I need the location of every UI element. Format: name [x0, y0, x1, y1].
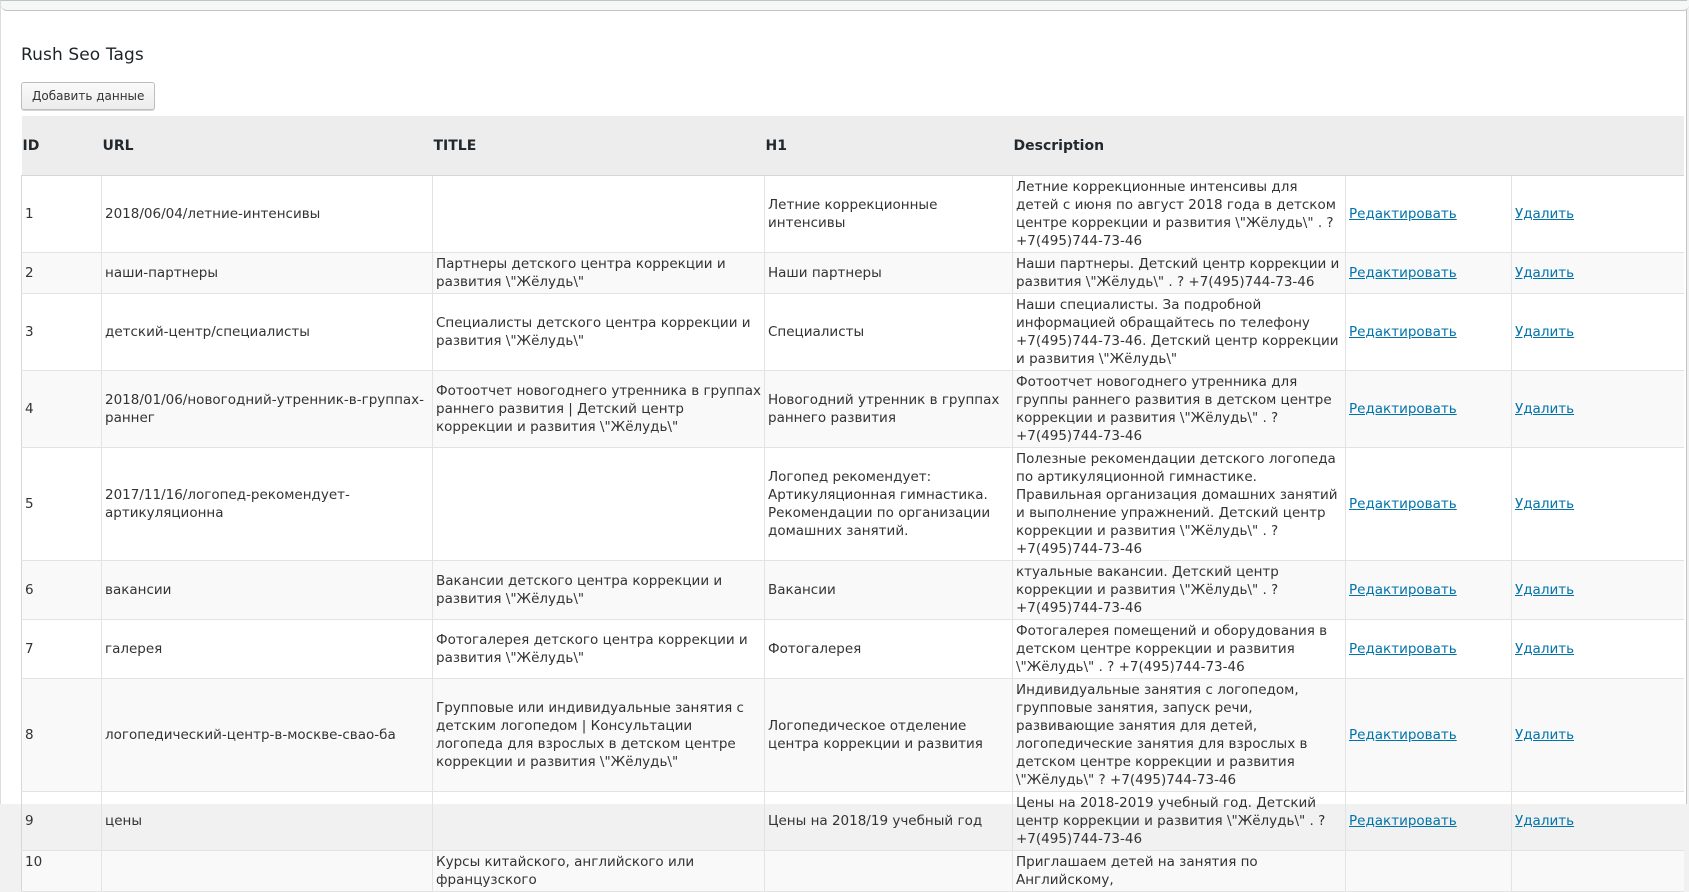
cell-url: 2017/11/16/логопед-рекомендует-артикуляционна	[102, 448, 433, 561]
edit-link[interactable]: Редактировать	[1349, 206, 1457, 222]
delete-link[interactable]: Удалить	[1515, 813, 1575, 829]
delete-link[interactable]: Удалить	[1515, 265, 1575, 281]
cell-url: логопедический-центр-в-москве-свао-ба	[102, 679, 433, 792]
cell-title: Фотогалерея детского центра коррекции и развития \"Жёлудь\"	[433, 620, 765, 679]
header-edit	[1346, 116, 1512, 176]
cell-delete	[1512, 294, 1684, 371]
cell-title	[433, 792, 765, 851]
edit-link[interactable]: Редактировать	[1349, 813, 1457, 829]
cell-title: Вакансии детского центра коррекции и развития \"Жёлудь\"	[433, 561, 765, 620]
panel-top-edge	[1, 1, 1689, 11]
delete-link[interactable]: Удалить	[1515, 324, 1575, 340]
cell-h1: Наши партнеры	[765, 253, 1013, 294]
cell-description: Цены на 2018-2019 учебный год. Детский центр коррекции и развития \"Жёлудь\" . ? +7(495)744-73-46	[1013, 792, 1346, 851]
cell-description: Фотогалерея помещений и оборудования в детском центре коррекции и развития \"Жёлудь\" . ? +7(495)744-73-46	[1013, 620, 1346, 679]
delete-link[interactable]: Удалить	[1515, 641, 1575, 657]
cell-h1	[765, 851, 1013, 892]
cell-title: Фотоотчет новогоднего утренника в группах раннего развития | Детский центр коррекции и развития \"Жёлудь\"	[433, 371, 765, 448]
cell-title	[433, 448, 765, 561]
add-data-button[interactable]: Добавить данные	[21, 82, 155, 110]
edit-link[interactable]: Редактировать	[1349, 496, 1457, 512]
cell-id: 4	[22, 371, 102, 448]
cell-url: галерея	[102, 620, 433, 679]
cell-delete	[1512, 371, 1684, 448]
cell-description: Фотоотчет новогоднего утренника для группы раннего развития в детском центре коррекции и развития \"Жёлудь\" . ? +7(495)744-73-46	[1013, 371, 1346, 448]
cell-delete	[1512, 792, 1684, 851]
table-row	[22, 851, 1684, 892]
header-id: ID	[22, 116, 102, 176]
cell-delete	[1512, 679, 1684, 792]
delete-link[interactable]: Удалить	[1515, 582, 1575, 598]
cell-id: 3	[22, 294, 102, 371]
cell-title: Специалисты детского центра коррекции и развития \"Жёлудь\"	[433, 294, 765, 371]
cell-edit	[1346, 679, 1512, 792]
table-row	[22, 792, 1684, 851]
cell-id: 10	[22, 851, 102, 892]
cell-title: Курсы китайского, английского или французского	[433, 851, 765, 892]
cell-description: Индивидуальные занятия с логопедом, групповые занятия, запуск речи, развивающие занятия для детей, логопедические занятия для взрослых в детском центре коррекции и развития \"Жёлудь\" ? +7(495)744-73-46	[1013, 679, 1346, 792]
table-row	[22, 620, 1684, 679]
cell-edit	[1346, 792, 1512, 851]
cell-delete	[1512, 253, 1684, 294]
delete-link[interactable]: Удалить	[1515, 496, 1575, 512]
seo-tags-table-wrap	[21, 116, 1683, 892]
cell-id: 6	[22, 561, 102, 620]
cell-edit	[1346, 851, 1512, 892]
cell-h1: Логопед рекомендует: Артикуляционная гимнастика. Рекомендации по организации домашних занятий.	[765, 448, 1013, 561]
cell-id: 2	[22, 253, 102, 294]
seo-tags-table	[21, 116, 1684, 892]
cell-delete	[1512, 561, 1684, 620]
header-title: TITLE	[433, 116, 765, 176]
cell-h1: Летние коррекционные интенсивы	[765, 176, 1013, 253]
cell-description: Полезные рекомендации детского логопеда по артикуляционной гимнастике. Правильная организация домашних занятий и выполнение упражнений. Детский центр коррекции и развития \"Жёлудь\" . ? +7(495)744-73-46	[1013, 448, 1346, 561]
cell-description: ктуальные вакансии. Детский центр коррекции и развития \"Жёлудь\" . ? +7(495)744-73-46	[1013, 561, 1346, 620]
cell-delete	[1512, 851, 1684, 892]
cell-url: наши-партнеры	[102, 253, 433, 294]
cell-title	[433, 176, 765, 253]
table-row	[22, 294, 1684, 371]
cell-delete	[1512, 176, 1684, 253]
header-url: URL	[102, 116, 433, 176]
cell-h1: Логопедическое отделение центра коррекции и развития	[765, 679, 1013, 792]
cell-h1: Цены на 2018/19 учебный год	[765, 792, 1013, 851]
cell-url: вакансии	[102, 561, 433, 620]
cell-id: 5	[22, 448, 102, 561]
cell-url: цены	[102, 792, 433, 851]
cell-url: 2018/06/04/летние-интенсивы	[102, 176, 433, 253]
cell-delete	[1512, 620, 1684, 679]
cell-h1: Новогодний утренник в группах раннего развития	[765, 371, 1013, 448]
delete-link[interactable]: Удалить	[1515, 727, 1575, 743]
delete-link[interactable]: Удалить	[1515, 206, 1575, 222]
cell-id: 7	[22, 620, 102, 679]
cell-description: Летние коррекционные интенсивы для детей с июня по август 2018 года в детском центре коррекции и развития \"Жёлудь\" . ? +7(495)744-73-46	[1013, 176, 1346, 253]
cell-description: Приглашаем детей на занятия по Английскому,	[1013, 851, 1346, 892]
table-row	[22, 679, 1684, 792]
cell-url	[102, 851, 433, 892]
cell-h1: Фотогалерея	[765, 620, 1013, 679]
table-row	[22, 561, 1684, 620]
header-h1: H1	[765, 116, 1013, 176]
cell-id: 9	[22, 792, 102, 851]
cell-edit	[1346, 620, 1512, 679]
cell-edit	[1346, 253, 1512, 294]
edit-link[interactable]: Редактировать	[1349, 265, 1457, 281]
cell-edit	[1346, 371, 1512, 448]
cell-delete	[1512, 448, 1684, 561]
edit-link[interactable]: Редактировать	[1349, 401, 1457, 417]
table-row	[22, 448, 1684, 561]
cell-edit	[1346, 448, 1512, 561]
cell-title: Групповые или индивидуальные занятия с детским логопедом | Консультации логопеда для взрослых в детском центре коррекции и развития \"Жёлудь\"	[433, 679, 765, 792]
edit-link[interactable]: Редактировать	[1349, 727, 1457, 743]
header-description: Description	[1013, 116, 1346, 176]
page-title: Rush Seo Tags	[21, 45, 144, 65]
table-row	[22, 176, 1684, 253]
header-delete	[1512, 116, 1684, 176]
cell-url: 2018/01/06/новогодний-утренник-в-группах-раннег	[102, 371, 433, 448]
table-row	[22, 253, 1684, 294]
cell-id: 1	[22, 176, 102, 253]
cell-title: Партнеры детского центра коррекции и развития \"Жёлудь\"	[433, 253, 765, 294]
cell-description: Наши партнеры. Детский центр коррекции и развития \"Жёлудь\" . ? +7(495)744-73-46	[1013, 253, 1346, 294]
table-row	[22, 371, 1684, 448]
cell-h1: Специалисты	[765, 294, 1013, 371]
cell-edit	[1346, 294, 1512, 371]
cell-url: детский-центр/специалисты	[102, 294, 433, 371]
delete-link[interactable]: Удалить	[1515, 401, 1575, 417]
cell-h1: Вакансии	[765, 561, 1013, 620]
edit-link[interactable]: Редактировать	[1349, 641, 1457, 657]
table-body	[22, 176, 1684, 892]
table-header-row	[22, 116, 1684, 176]
edit-link[interactable]: Редактировать	[1349, 582, 1457, 598]
edit-link[interactable]: Редактировать	[1349, 324, 1457, 340]
cell-edit	[1346, 561, 1512, 620]
cell-description: Наши специалисты. За подробной информацией обращайтесь по телефону +7(495)744-73-46. Детский центр коррекции и развития \"Жёлудь\"	[1013, 294, 1346, 371]
cell-id: 8	[22, 679, 102, 792]
cell-edit	[1346, 176, 1512, 253]
